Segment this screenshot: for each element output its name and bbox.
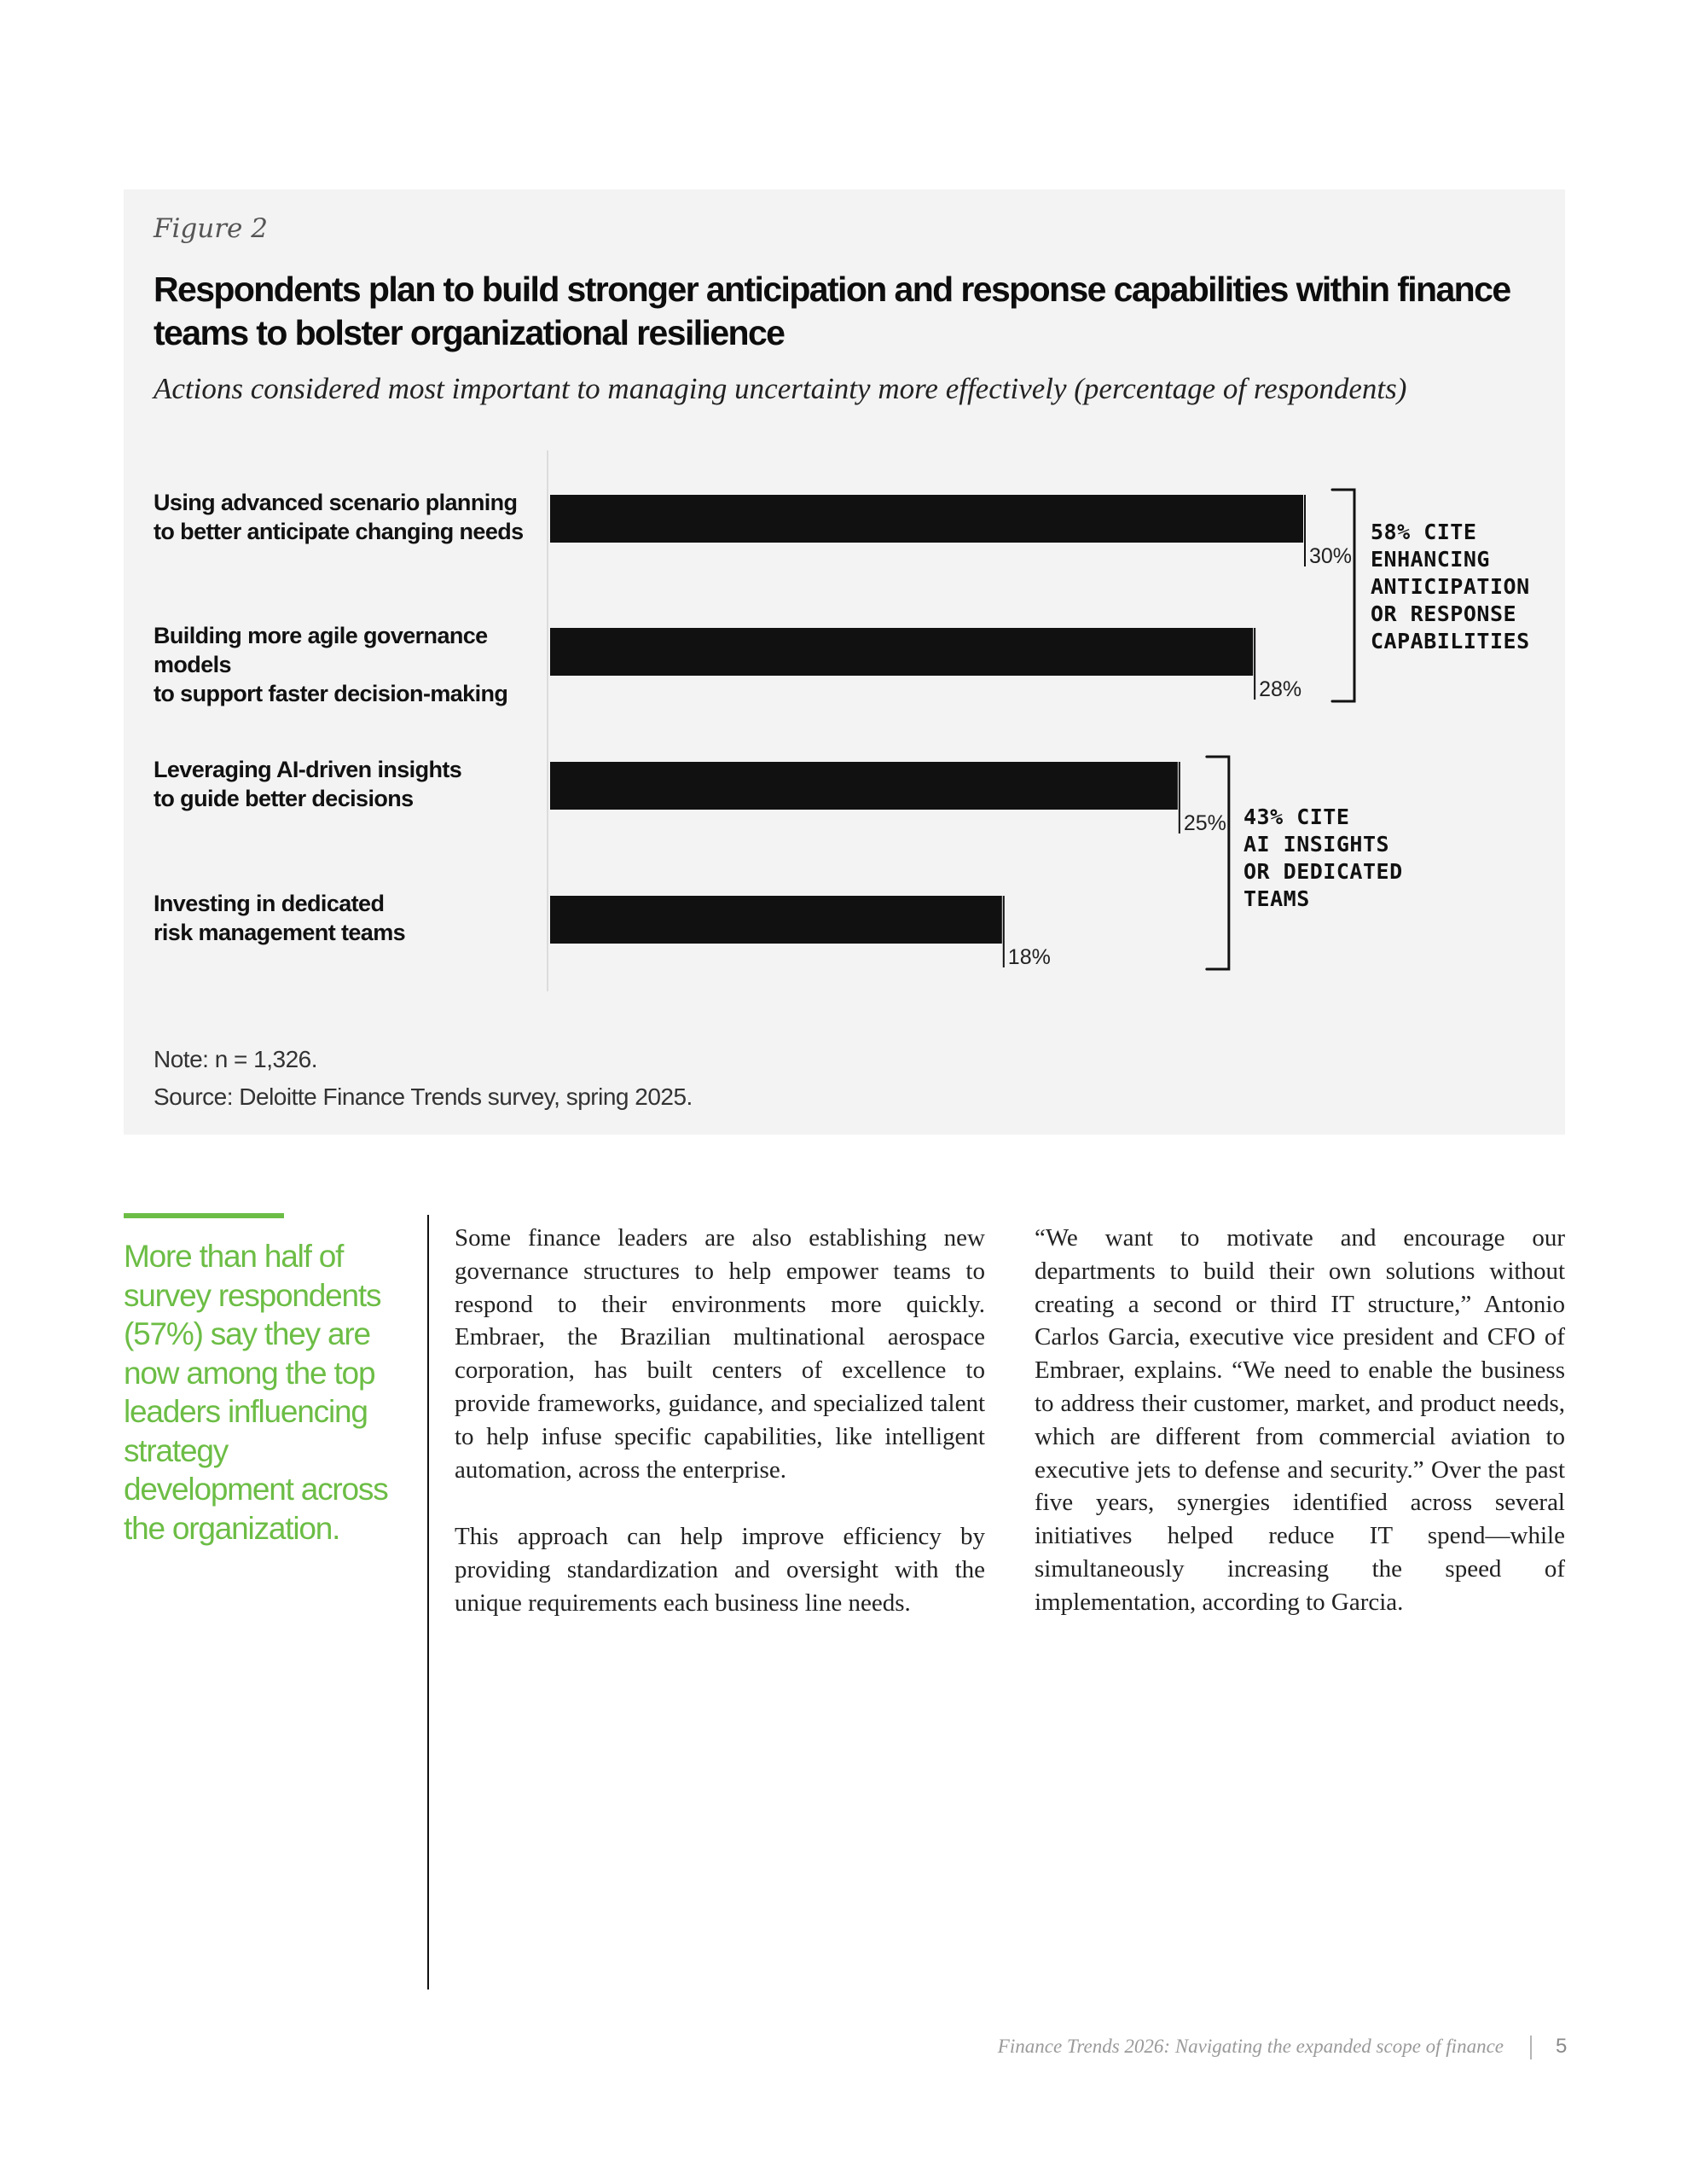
bar-value-label: 28% bbox=[1259, 677, 1302, 701]
bar-value-label: 25% bbox=[1183, 811, 1226, 835]
column-divider bbox=[427, 1215, 429, 1989]
footer-divider bbox=[1530, 2036, 1532, 2059]
figure-panel bbox=[124, 189, 1565, 1135]
body-column-2 bbox=[1035, 1222, 1565, 1653]
chart-note: Note: n = 1,326. bbox=[154, 1046, 318, 1072]
body-paragraph: “We want to motivate and encourage our departments to build their own solutions without creating a second or third IT structure,” Antonio Carlos Garcia, executive vice president and CFO of Embraer, explains. “We need to enable the business to address their customer, market, and product needs, which are different from commercial aviation to executive jets to defense and security.” Over the past five years, synergies identified across several initiatives helped reduce IT spend—while simultaneously increasing the speed of implementation, according to Garcia. bbox=[1035, 1224, 1565, 1616]
bar-category-label: Investing in dedicated risk management teams bbox=[154, 891, 406, 945]
footer-title: Finance Trends 2026: Navigating the expanded scope of finance bbox=[997, 2036, 1504, 2057]
pull-quote-rule bbox=[124, 1213, 284, 1218]
body-paragraph: This approach can help improve efficiency by providing standardization and oversight with the unique requirements each business line needs. bbox=[455, 1523, 985, 1617]
figure-title: Respondents plan to build stronger anticipation and response capabilities within finance teams to bolster organizational resilience bbox=[154, 270, 1510, 352]
chart-source: Source: Deloitte Finance Trends survey, spring 2025. bbox=[154, 1083, 693, 1110]
annotation-bracket bbox=[1207, 757, 1229, 969]
bar bbox=[550, 762, 1178, 810]
bar bbox=[550, 628, 1253, 676]
annotation-bracket bbox=[1332, 490, 1354, 701]
body-paragraph: Some finance leaders are also establishing new governance structures to help empower teams to respond to their environments more quickly. Embraer, the Brazilian multinational aerospace corporation, has built centers of excellence to provide frameworks, guidance, and specialized talent to help infuse specific capabilities, like intelligent automation, across the enterprise. bbox=[455, 1224, 985, 1484]
bar-category-label: Building more agile governance models to support faster decision-making bbox=[154, 623, 508, 706]
bar bbox=[550, 495, 1303, 543]
figure-subtitle: Actions considered most important to managing uncertainty more effectively (percentage of respondents) bbox=[154, 372, 1407, 405]
bar-value-label: 18% bbox=[1007, 945, 1051, 969]
annotation-ai-dedicated-teams: 43% CITE AI INSIGHTS OR DEDICATED TEAMS bbox=[1244, 804, 1403, 911]
page-number: 5 bbox=[1556, 2035, 1568, 2058]
annotation-anticipation-response: 58% CITE ENHANCING ANTICIPATION OR RESPONSE CAPABILITIES bbox=[1371, 520, 1530, 653]
bar-value-label: 30% bbox=[1309, 544, 1353, 568]
bar bbox=[550, 896, 1002, 944]
body-column-1 bbox=[455, 1222, 985, 1654]
bar-category-label: Leveraging AI-driven insights to guide better decisions bbox=[154, 757, 462, 811]
figure-label: Figure 2 bbox=[154, 213, 268, 244]
bar-category-label: Using advanced scenario planning to better anticipate changing needs bbox=[154, 490, 524, 544]
pull-quote: More than half of survey respondents (57%) say they are now among the top leaders influencing strategy development across the organization. bbox=[124, 1239, 388, 1546]
